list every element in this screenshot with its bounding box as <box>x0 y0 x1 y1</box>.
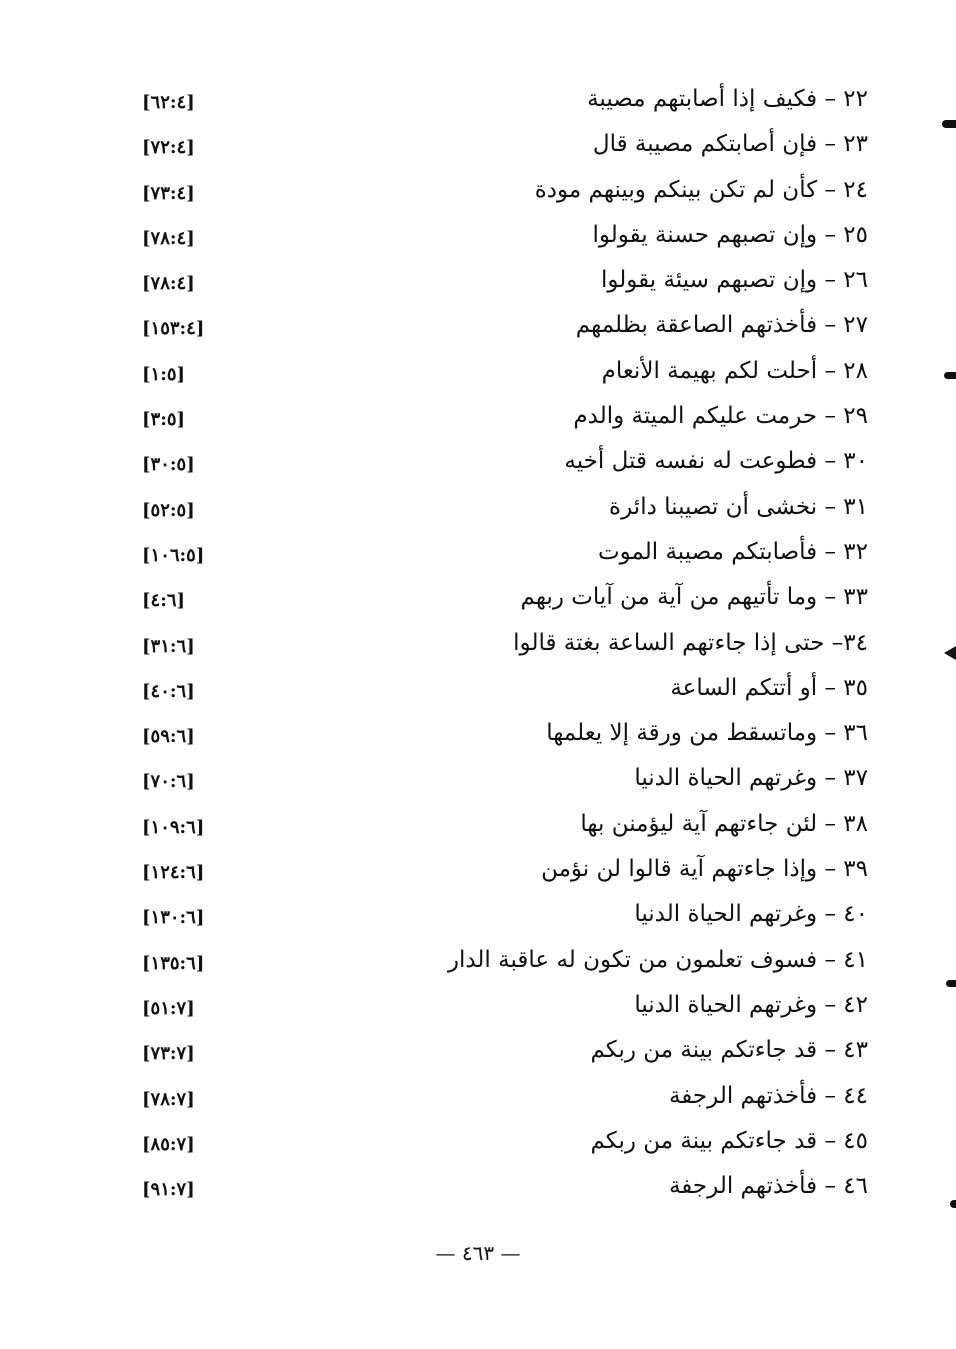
list-item <box>0 1165 956 1210</box>
scan-mark <box>942 120 956 128</box>
entry-reference: [٧٣:٧] <box>142 1043 195 1065</box>
scan-mark <box>944 646 956 660</box>
list-item <box>0 622 956 667</box>
entry-text: ٤٥ – قد جاءتكم بينة من ربكم <box>590 1127 868 1154</box>
entry-reference: [٧٣:٤] <box>142 182 195 204</box>
list-item <box>0 712 956 757</box>
entry-reference: [١٣٥:٦] <box>142 952 205 974</box>
entry-text: ٢٩ – حرمت عليكم الميتة والدم <box>573 403 868 430</box>
entry-text: ٢٢ – فكيف إذا أصابتهم مصيبة <box>587 86 868 112</box>
entry-text: ٤٣ – قد جاءتكم بينة من ربكم <box>590 1037 868 1064</box>
list-item <box>0 803 956 848</box>
entry-text: ٤٠ – وغرتهم الحياة الدنيا <box>634 901 868 928</box>
list-item <box>0 757 956 802</box>
entry-reference: [٩١:٧] <box>142 1179 195 1201</box>
list-item <box>0 848 956 893</box>
entry-reference: [٤٠:٦] <box>142 680 195 702</box>
list-item <box>0 939 956 984</box>
list-item <box>0 1075 956 1120</box>
entry-text: ٢٧ – فأخذتهم الصاعقة بظلمهم <box>575 312 868 339</box>
entry-text: ٣١ – نخشى أن تصيبنا دائرة <box>609 493 868 520</box>
entry-reference: [٧٠:٦] <box>142 771 195 793</box>
entry-reference: [٥٢:٥] <box>142 499 195 521</box>
list-item <box>0 395 956 440</box>
entry-reference: [١٥٣:٤] <box>142 318 205 340</box>
entry-text: ٣٧ – وغرتهم الحياة الدنيا <box>634 765 868 792</box>
entry-reference: [٣١:٦] <box>142 635 195 657</box>
entry-reference: [٧٨:٤] <box>142 227 195 249</box>
list-item <box>0 667 956 712</box>
list-item <box>0 350 956 395</box>
list-item <box>0 440 956 485</box>
entry-text: ٢٣ – فإن أصابتكم مصيبة قال <box>592 131 868 158</box>
entry-text: ٣٦ – وماتسقط من ورقة إلا يعلمها <box>546 720 868 747</box>
entry-text: ٢٨ – أحلت لكم بهيمة الأنعام <box>601 357 868 384</box>
entry-reference: [٣٠:٥] <box>142 454 195 476</box>
entry-reference: [١:٥] <box>142 363 186 385</box>
list-item <box>0 1029 956 1074</box>
entry-text: ٢٤ – كأن لم تكن بينكم وبينهم مودة <box>534 176 868 203</box>
entry-text: ٢٥ – وإن تصبهم حسنة يقولوا <box>592 221 868 248</box>
list-item <box>0 486 956 531</box>
entry-list <box>0 78 956 1210</box>
entry-text: ٤٢ – وغرتهم الحياة الدنيا <box>634 991 868 1018</box>
list-item <box>0 214 956 259</box>
entry-reference: [٧٨:٧] <box>142 1088 195 1110</box>
entry-reference: [١٠٩:٦] <box>142 816 205 838</box>
entry-reference: [١٢٤:٦] <box>142 862 205 884</box>
entry-reference: [١٠٦:٥] <box>142 544 205 566</box>
list-item <box>0 78 956 123</box>
entry-text: ٤٤ – فأخذتهم الرجفة <box>668 1082 868 1109</box>
list-item <box>0 259 956 304</box>
list-item <box>0 576 956 621</box>
list-item <box>0 1120 956 1165</box>
entry-reference: [٣:٥] <box>142 409 186 431</box>
entry-reference: [١٣٠:٦] <box>142 907 205 929</box>
page-number: — ٤٦٣ — <box>435 1241 521 1265</box>
entry-reference: [٦٢:٤] <box>142 92 195 113</box>
entry-text: ٣٥ – أو أتتكم الساعة <box>670 674 868 701</box>
entry-reference: [٥٩:٦] <box>142 726 195 748</box>
entry-reference: [٨٥:٧] <box>142 1133 195 1155</box>
list-item <box>0 123 956 168</box>
list-item <box>0 169 956 214</box>
entry-reference: [٥١:٧] <box>142 997 195 1019</box>
entry-text: ٤٦ – فأخذتهم الرجفة <box>668 1173 868 1200</box>
list-item <box>0 984 956 1029</box>
entry-text: ٣٩ – وإذا جاءتهم آية قالوا لن نؤمن <box>541 856 868 883</box>
entry-text: ٣٣ – وما تأتيهم من آية من آيات ربهم <box>520 584 868 611</box>
entry-reference: [٧٢:٤] <box>142 137 195 159</box>
list-item <box>0 531 956 576</box>
scan-mark <box>946 980 956 987</box>
list-item <box>0 304 956 349</box>
entry-text: ٣٤– حتى إذا جاءتهم الساعة بغتة قالوا <box>513 629 868 656</box>
entry-text: ٤١ – فسوف تعلمون من تكون له عاقبة الدار <box>447 946 868 973</box>
entry-reference: [٧٨:٤] <box>142 273 195 295</box>
list-item <box>0 893 956 938</box>
entry-text: ٣٠ – فطوعت له نفسه قتل أخيه <box>564 448 868 475</box>
entry-text: ٣٨ – لئن جاءتهم آية ليؤمنن بها <box>580 810 868 837</box>
entry-text: ٢٦ – وإن تصبهم سيئة يقولوا <box>600 267 868 294</box>
entry-reference: [٤:٦] <box>142 590 186 612</box>
entry-text: ٣٢ – فأصابتكم مصيبة الموت <box>597 538 868 565</box>
scan-mark <box>944 372 956 379</box>
scan-mark <box>950 1200 956 1208</box>
